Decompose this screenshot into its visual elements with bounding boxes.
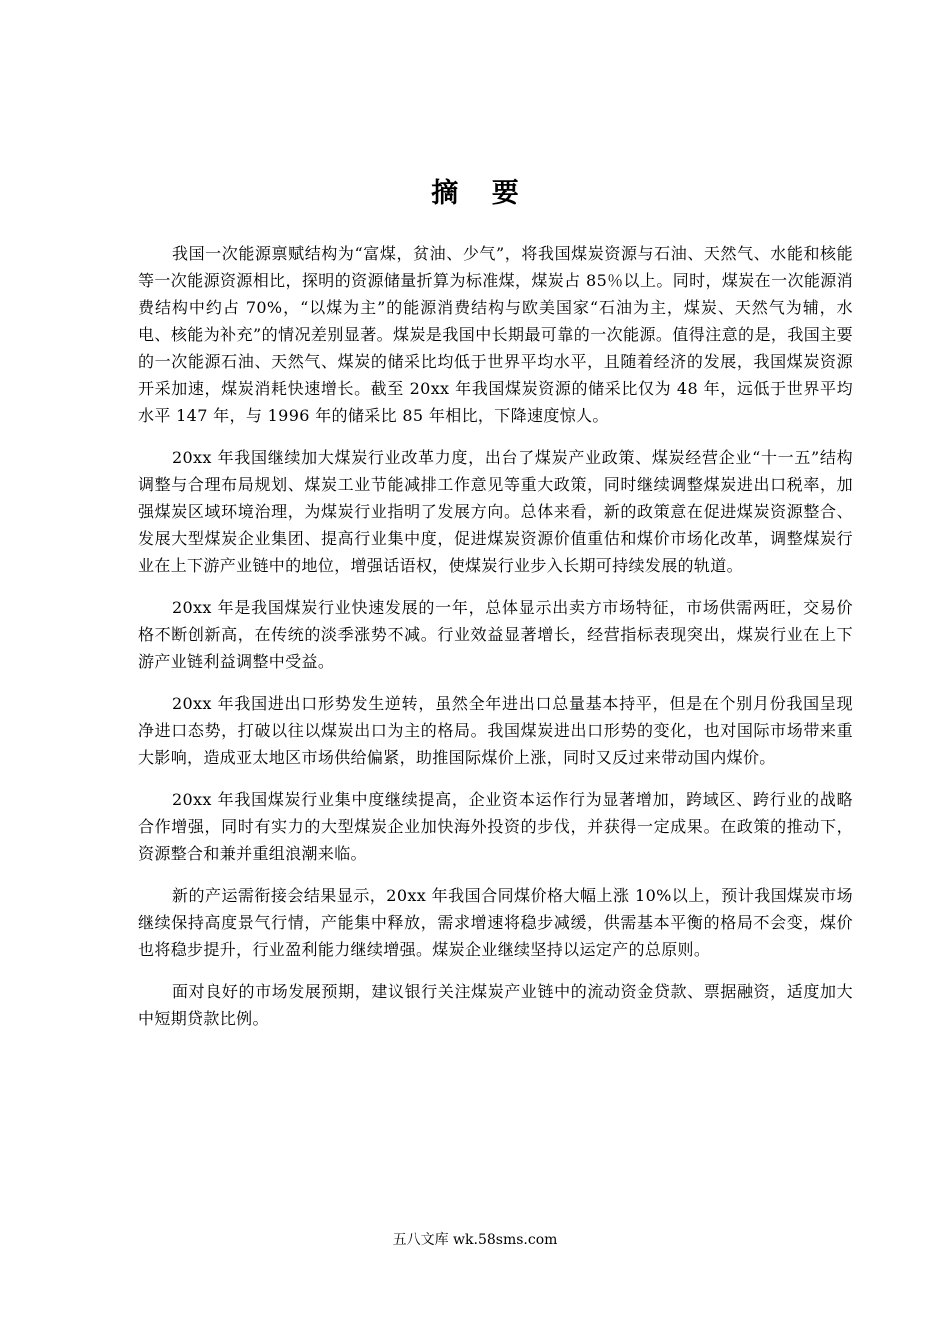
paragraph: 我国一次能源禀赋结构为“富煤，贫油、少气”，将我国煤炭资源与石油、天然气、水能和核能等一次能源资源相比，探明的资源储量折算为标准煤，煤炭占 85％以上。同时，煤炭在一次能源消费结构中约占 70%，“以煤为主”的能源消费结构与欧美国家“石油为主，煤炭、天然气为辅，水电、核能为补充”的情况差别显著。煤炭是我国中长期最可靠的一次能源。值得注意的是，我国主要的一次能源石油、天然气、煤炭的储采比均低于世界平均水平，且随着经济的发展，我国煤炭资源开采加速，煤炭消耗快速增长。截至 20xx 年我国煤炭资源的储采比仅为 48 年，远低于世界平均水平 147 年，与 1996 年的储采比 85 年相比，下降速度惊人。: [138, 244, 853, 425]
paragraph: 面对良好的市场发展预期，建议银行关注煤炭产业链中的流动资金贷款、票据融资，适度加大中短期贷款比例。: [138, 982, 853, 1028]
abstract-body: [138, 240, 853, 1047]
paragraph: 20xx 年我国继续加大煤炭行业改革力度，出台了煤炭产业政策、煤炭经营企业“十一五”结构调整与合理布局规划、煤炭工业节能减排工作意见等重大政策，同时继续调整煤炭进出口税率，加强煤炭区域环境治理，为煤炭行业指明了发展方向。总体来看，新的政策意在促进煤炭资源整合、发展大型煤炭企业集团、提高行业集中度，促进煤炭资源价值重估和煤价市场化改革，调整煤炭行业在上下游产业链中的地位，增强话语权，使煤炭行业步入长期可持续发展的轨道。: [138, 448, 853, 575]
paragraph: 20xx 年我国进出口形势发生逆转，虽然全年进出口总量基本持平，但是在个别月份我国呈现净进口态势，打破以往以煤炭出口为主的格局。我国煤炭进出口形势的变化，也对国际市场带来重大影响，造成亚太地区市场供给偏紧，助推国际煤价上涨，同时又反过来带动国内煤价。: [138, 694, 853, 767]
page-footer: 五八文库 wk.58sms.com: [392, 1232, 558, 1248]
paragraph: 20xx 年我国煤炭行业集中度继续提高，企业资本运作行为显著增加，跨域区、跨行业的战略合作增强，同时有实力的大型煤炭企业加快海外投资的步伐，并获得一定成果。在政策的推动下，资源整合和兼并重组浪潮来临。: [138, 790, 853, 863]
paragraph: 20xx 年是我国煤炭行业快速发展的一年，总体显示出卖方市场特征，市场供需两旺，交易价格不断创新高，在传统的淡季涨势不减。行业效益显著增长，经营指标表现突出，煤炭行业在上下游产业链利益调整中受益。: [138, 598, 853, 671]
paragraph: 新的产运需衔接会结果显示，20xx 年我国合同煤价格大幅上涨 10%以上，预计我国煤炭市场继续保持高度景气行情，产能集中释放，需求增速将稳步减缓，供需基本平衡的格局不会变，煤价也将稳步提升，行业盈利能力继续增强。煤炭企业继续坚持以运定产的总原则。: [138, 886, 853, 959]
page-title: 摘 要: [431, 178, 531, 209]
